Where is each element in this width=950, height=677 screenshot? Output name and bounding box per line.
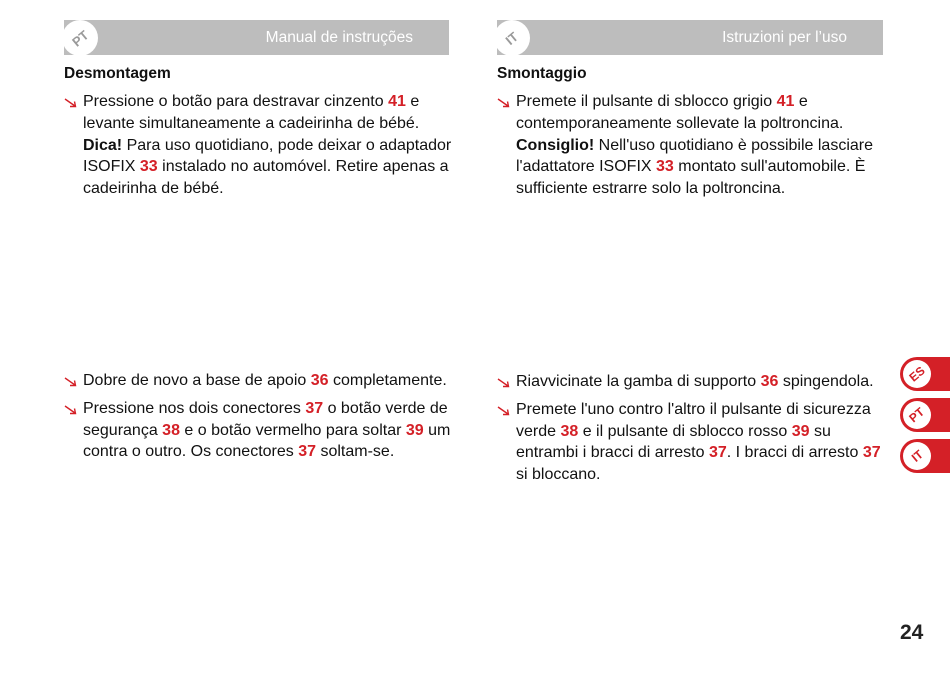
header-bar-pt <box>64 20 449 55</box>
instructions-pt-1 <box>64 91 460 206</box>
side-tab-it-label: IT <box>908 447 926 465</box>
header-title-it: Istruzioni per l’uso <box>722 29 847 46</box>
arrow-down-right-icon <box>64 376 79 388</box>
part-number: 39 <box>405 421 424 439</box>
part-number: 33 <box>656 158 674 176</box>
item-text: Dobre de novo a base de apoio <box>83 372 311 389</box>
item-text: su entrambi i bracci di arresto <box>516 422 831 462</box>
item-text: Para uso quotidiano, pode deixar o adaptador ISOFIX <box>83 136 452 176</box>
part-number: 36 <box>310 372 329 389</box>
list-item <box>497 399 883 486</box>
part-number: 37 <box>708 444 727 462</box>
arrow-down-right-icon <box>497 377 512 389</box>
side-tab-es-label: ES <box>906 363 928 385</box>
side-tab-es-circle <box>903 360 931 388</box>
side-tab-it-circle <box>903 442 931 470</box>
side-tab-pt-circle <box>903 401 931 429</box>
item-text: e levante simultaneamente a cadeirinha de bébé. <box>83 93 420 132</box>
item-text: completamente. <box>328 372 447 389</box>
page-number: 24 <box>900 621 924 644</box>
list-item <box>64 398 460 463</box>
instructions-it-1 <box>497 91 877 206</box>
item-text: e o botão vermelho para soltar <box>179 421 406 439</box>
item-text: Nell'uso quotidiano è possibile lasciare l'adattatore ISOFIX <box>516 136 873 176</box>
item-text: e contemporaneamente sollevate la poltroncina. <box>516 93 844 132</box>
part-number: 41 <box>388 93 406 110</box>
instructions-pt-2 <box>64 370 460 469</box>
item-text: instalado no automóvel. Retire apenas a cadeirinha de bébé. <box>83 158 449 198</box>
lang-badge-pt-label: PT <box>68 26 92 50</box>
lang-badge-it <box>494 20 530 56</box>
part-number: 37 <box>862 444 881 462</box>
item-text: e il pulsante di sblocco rosso <box>578 422 792 440</box>
part-number: 33 <box>139 158 158 176</box>
side-tab-es[interactable] <box>900 357 950 391</box>
header-title-pt: Manual de instruções <box>265 29 413 46</box>
header-bar-it <box>497 20 883 55</box>
section-title-pt: Desmontagem <box>64 65 171 82</box>
item-text: spingendola. <box>778 373 874 390</box>
part-number: 39 <box>791 422 810 440</box>
arrow-down-right-icon <box>497 405 512 417</box>
list-item <box>497 371 883 393</box>
item-text: um contra o outro. Os conectores <box>83 421 451 461</box>
list-item <box>64 370 460 392</box>
arrow-down-right-icon <box>64 97 79 109</box>
part-number: 38 <box>162 421 180 439</box>
part-number: 37 <box>298 443 317 461</box>
side-tab-pt[interactable] <box>900 398 950 432</box>
side-tab-pt-label: PT <box>906 404 928 426</box>
item-text: Riavvicinate la gamba di supporto <box>516 373 761 390</box>
item-text: si bloccano. <box>516 466 601 484</box>
item-text: o botão verde de segurança <box>83 399 448 439</box>
list-item <box>64 91 460 200</box>
part-number: 41 <box>776 93 795 110</box>
item-text: montato sull'automobile. È sufficiente estrarre solo la poltroncina. <box>516 158 866 198</box>
part-number: 36 <box>760 373 779 390</box>
lang-badge-it-label: IT <box>502 28 522 48</box>
tip-label: Consiglio! <box>516 136 595 154</box>
item-text: Pressione nos dois conectores <box>83 399 306 417</box>
instructions-it-2 <box>497 371 883 492</box>
arrow-down-right-icon <box>497 97 512 109</box>
section-title-it: Smontaggio <box>497 65 587 82</box>
item-text: Premete il pulsante di sblocco grigio <box>516 93 777 110</box>
item-text: soltam-se. <box>316 443 395 461</box>
list-item <box>497 91 877 200</box>
tip-label: Dica! <box>83 136 123 154</box>
lang-badge-pt <box>62 20 98 56</box>
item-text: . I bracci di arresto <box>726 444 863 462</box>
part-number: 38 <box>560 422 579 440</box>
item-text: Premete l'uno contro l'altro il pulsante di sicurezza verde <box>516 400 871 440</box>
item-text: Pressione o botão para destravar cinzento <box>83 93 389 110</box>
part-number: 37 <box>305 399 324 417</box>
side-tab-it[interactable] <box>900 439 950 473</box>
arrow-down-right-icon <box>64 404 79 416</box>
